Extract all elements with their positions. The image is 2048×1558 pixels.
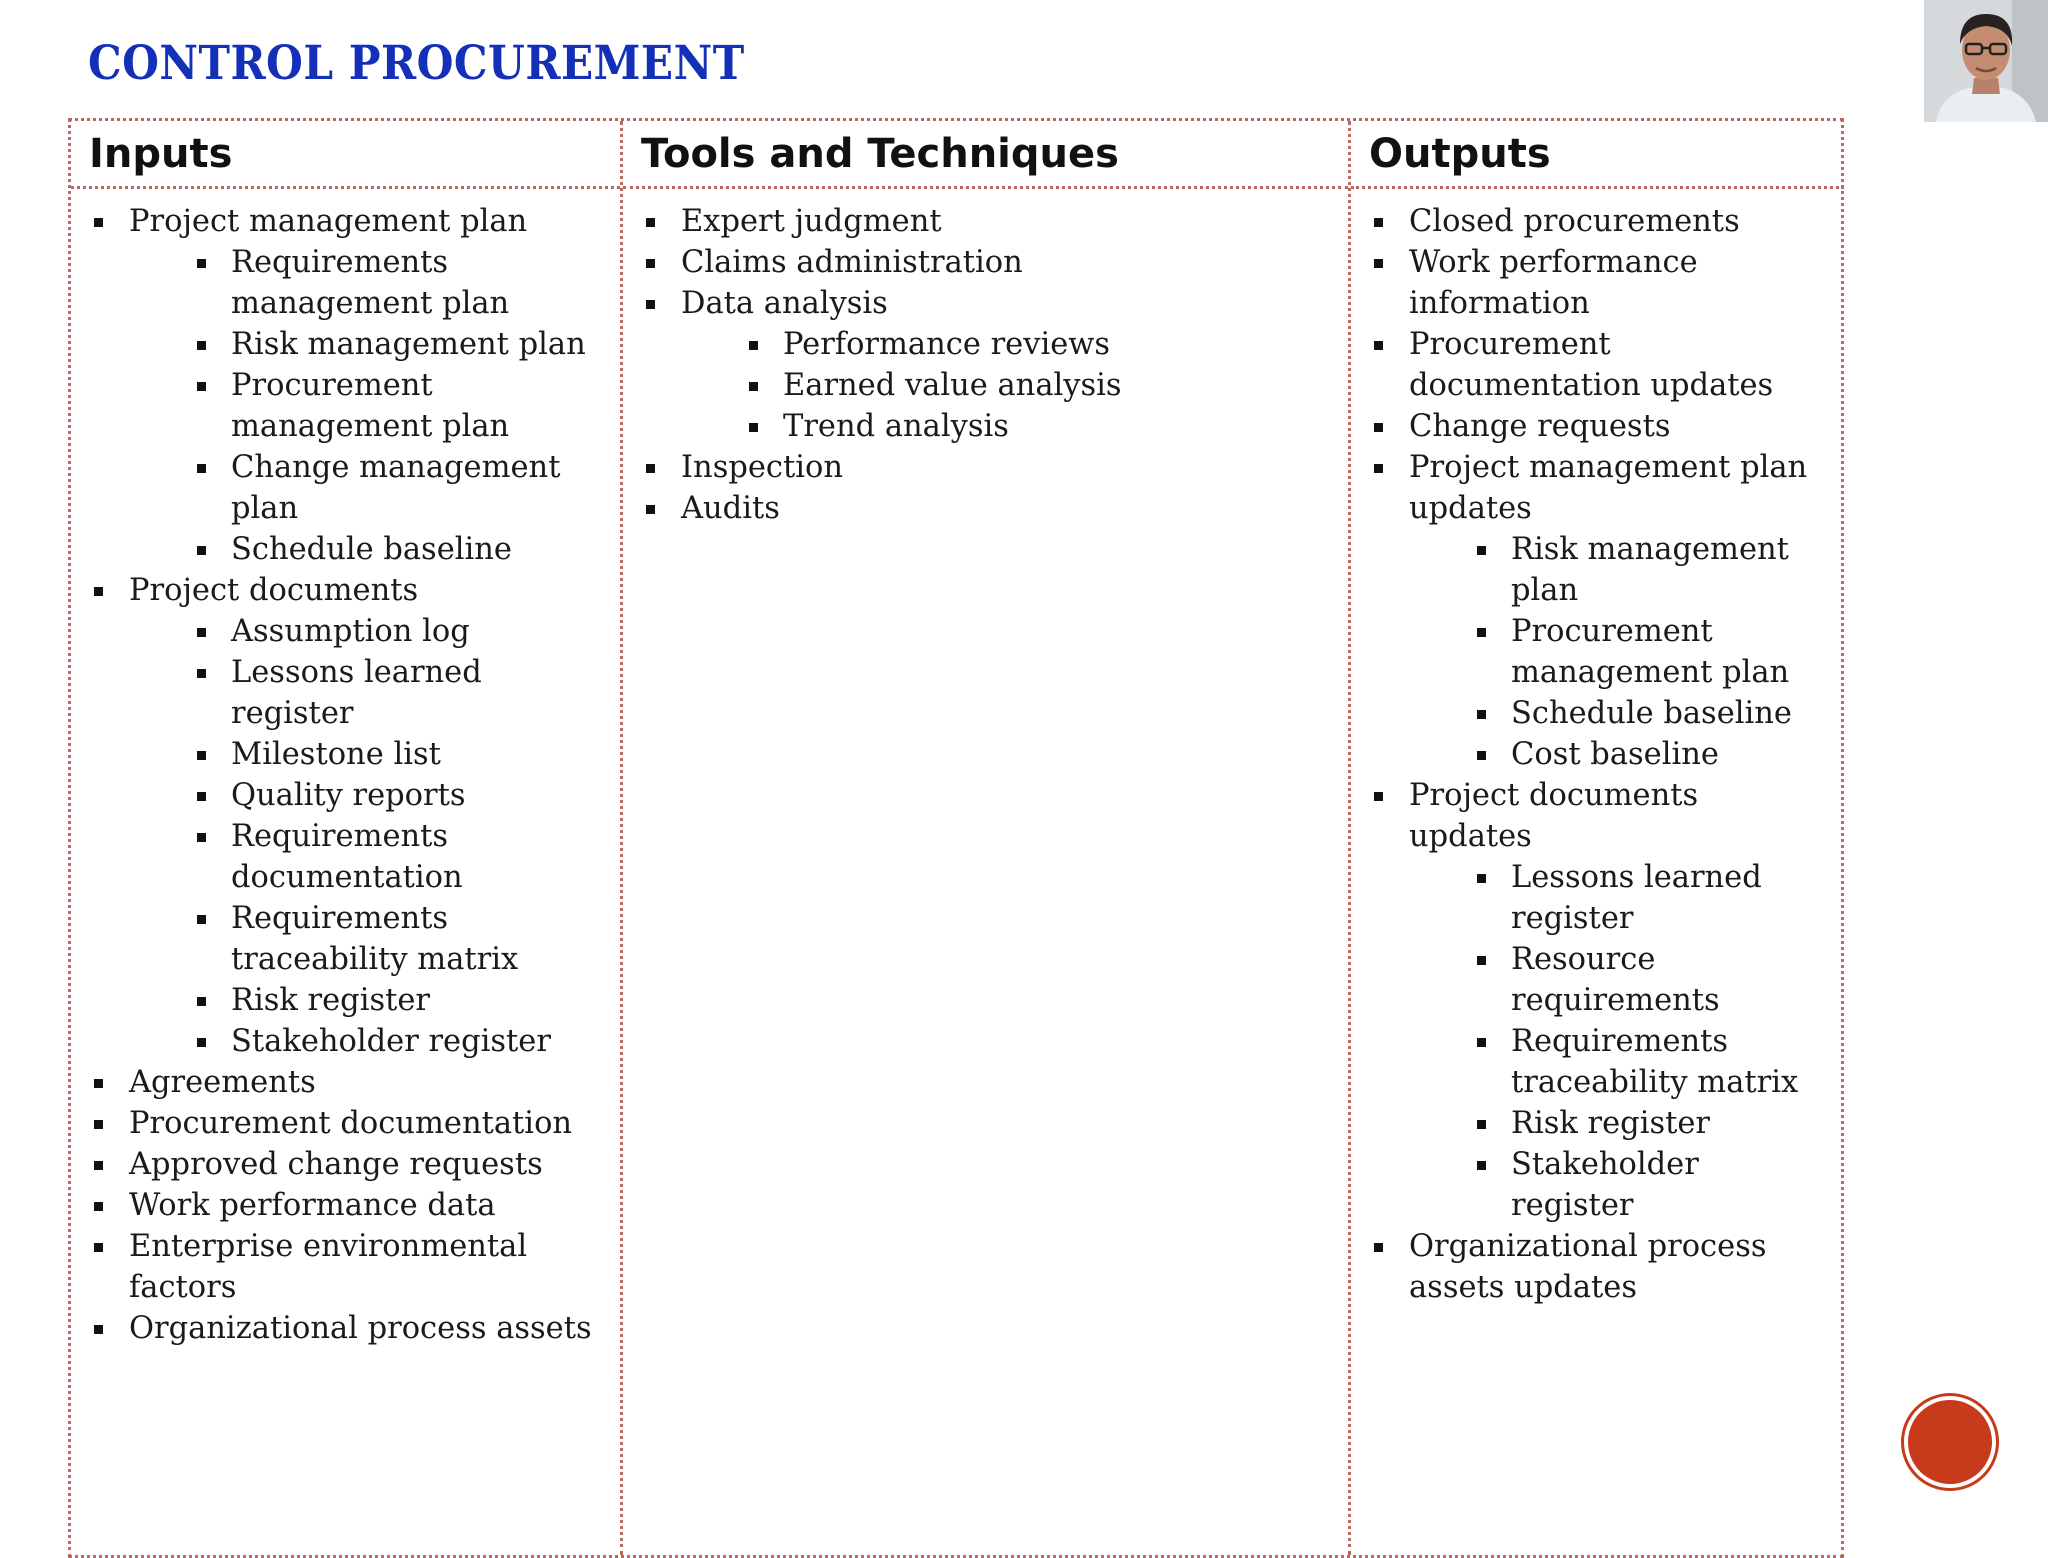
square-bullet-icon [197,628,206,637]
list-item [71,242,620,283]
inputs-list [71,201,620,1349]
list-item-text: Change requests [1409,409,1671,444]
list-item [71,611,620,652]
list-item [1351,1103,1844,1144]
list-item [623,365,1348,406]
outputs-list [1351,201,1844,1308]
list-item [1351,939,1844,980]
square-bullet-icon [646,259,655,268]
list-item-text: Resource [1511,942,1656,977]
list-item [1351,775,1844,816]
list-item-text: traceability matrix [231,942,519,977]
list-item-text: Requirements [231,901,449,936]
list-item-text: Procurement documentation [129,1106,573,1141]
list-item-continuation [71,693,620,734]
square-bullet-icon [749,341,758,350]
list-item-text: updates [1409,491,1532,526]
list-item [71,1103,620,1144]
square-bullet-icon [646,300,655,309]
list-item-text: Trend analysis [783,409,1009,444]
square-bullet-icon [94,1243,103,1252]
list-item [71,570,620,611]
list-item-text: Risk register [1511,1106,1710,1141]
list-item [71,1144,620,1185]
square-bullet-icon [197,792,206,801]
list-item-continuation [1351,570,1844,611]
square-bullet-icon [197,546,206,555]
list-item [1351,406,1844,447]
list-item-text: management plan [231,286,510,321]
list-item-text: Work performance data [129,1188,496,1223]
inputs-column [71,121,623,1555]
list-item-text: Requirements [231,245,449,280]
list-item-text: information [1409,286,1590,321]
list-item-continuation [1351,283,1844,324]
list-item-text: Risk management plan [231,327,586,362]
list-item [71,1308,620,1349]
list-item [623,201,1348,242]
next-slide-icon[interactable] [1908,1400,1992,1484]
list-item-text: management plan [231,409,510,444]
list-item [71,652,620,693]
square-bullet-icon [197,833,206,842]
list-item [1351,1144,1844,1185]
list-item-text: traceability matrix [1511,1065,1799,1100]
square-bullet-icon [197,915,206,924]
square-bullet-icon [646,464,655,473]
outputs-column [1351,121,1844,1555]
list-item-continuation [71,857,620,898]
list-item-text: Work performance [1409,245,1698,280]
list-item-continuation [71,488,620,529]
list-item [1351,1226,1844,1267]
list-item-continuation [1351,898,1844,939]
list-item [71,201,620,242]
list-item-text: Enterprise environmental [129,1229,528,1264]
list-item [623,447,1348,488]
list-item [71,365,620,406]
list-item-text: Claims administration [681,245,1023,280]
list-item [623,283,1348,324]
list-item-continuation [71,283,620,324]
list-item [71,1185,620,1226]
list-item-text: Project management plan [129,204,528,239]
square-bullet-icon [1477,874,1486,883]
list-item-text: factors [129,1270,237,1305]
list-item-text: Project documents [129,573,419,608]
square-bullet-icon [1477,546,1486,555]
list-item-text: Organizational process assets [129,1311,592,1346]
list-item [1351,693,1844,734]
square-bullet-icon [94,218,103,227]
square-bullet-icon [197,259,206,268]
list-item-text: requirements [1511,983,1720,1018]
list-item [71,980,620,1021]
list-item-text: register [1511,901,1634,936]
list-item [71,734,620,775]
square-bullet-icon [94,1079,103,1088]
square-bullet-icon [1374,423,1383,432]
list-item-text: Performance reviews [783,327,1111,362]
list-item [1351,529,1844,570]
list-item-text: Lessons learned [1511,860,1762,895]
square-bullet-icon [1374,1243,1383,1252]
list-item-text: Cost baseline [1511,737,1719,772]
list-item-text: Organizational process [1409,1229,1767,1264]
list-item [1351,324,1844,365]
list-item-continuation [1351,980,1844,1021]
list-item-continuation [1351,365,1844,406]
list-item [71,1021,620,1062]
list-item [623,488,1348,529]
list-item [1351,242,1844,283]
list-item [71,816,620,857]
list-item [71,775,620,816]
square-bullet-icon [197,464,206,473]
list-item [623,406,1348,447]
square-bullet-icon [197,1038,206,1047]
list-item-text: Schedule baseline [1511,696,1792,731]
list-item-text: Earned value analysis [783,368,1122,403]
square-bullet-icon [1477,956,1486,965]
square-bullet-icon [1477,1038,1486,1047]
list-item-text: Assumption log [231,614,470,649]
square-bullet-icon [94,1161,103,1170]
list-item [71,447,620,488]
list-item [71,1062,620,1103]
list-item-text: Risk register [231,983,430,1018]
process-table [68,118,1844,1558]
square-bullet-icon [197,341,206,350]
tools-header: Tools and Techniques [623,121,1348,189]
list-item-text: Audits [681,491,780,526]
list-item-text: plan [1511,573,1579,608]
list-item-text: Approved change requests [129,1147,543,1182]
list-item [1351,857,1844,898]
square-bullet-icon [1374,341,1383,350]
slide-title: CONTROL PROCUREMENT [88,36,745,91]
square-bullet-icon [749,423,758,432]
square-bullet-icon [1374,792,1383,801]
list-item-text: Project documents [1409,778,1699,813]
square-bullet-icon [1374,464,1383,473]
list-item [71,1226,620,1267]
list-item-text: Quality reports [231,778,466,813]
list-item-continuation [71,406,620,447]
square-bullet-icon [1477,751,1486,760]
list-item-text: Expert judgment [681,204,942,239]
square-bullet-icon [1374,218,1383,227]
list-item-text: register [231,696,354,731]
list-item-text: Requirements [1511,1024,1729,1059]
square-bullet-icon [1477,1161,1486,1170]
list-item-text: Closed procurements [1409,204,1740,239]
list-item-text: Milestone list [231,737,441,772]
list-item-text: Procurement [1511,614,1713,649]
list-item [1351,447,1844,488]
list-item-text: Agreements [129,1065,316,1100]
list-item-text: Requirements [231,819,449,854]
outputs-header: Outputs [1351,121,1844,189]
square-bullet-icon [1374,259,1383,268]
list-item-continuation [1351,652,1844,693]
list-item-text: Stakeholder register [231,1024,551,1059]
list-item-text: updates [1409,819,1532,854]
presenter-avatar-graphic [1924,0,2048,122]
square-bullet-icon [646,218,655,227]
list-item [71,529,620,570]
list-item [71,898,620,939]
list-item [1351,611,1844,652]
square-bullet-icon [1477,628,1486,637]
list-item-text: documentation updates [1409,368,1774,403]
square-bullet-icon [197,997,206,1006]
list-item-text: management plan [1511,655,1790,690]
list-item [623,242,1348,283]
square-bullet-icon [94,1325,103,1334]
list-item-continuation [1351,488,1844,529]
list-item-text: assets updates [1409,1270,1637,1305]
square-bullet-icon [1477,710,1486,719]
list-item-text: Data analysis [681,286,888,321]
square-bullet-icon [646,505,655,514]
inputs-header: Inputs [71,121,620,189]
list-item-text: Inspection [681,450,844,485]
list-item-text: Procurement [231,368,433,403]
square-bullet-icon [94,587,103,596]
list-item-text: Procurement [1409,327,1611,362]
list-item [71,324,620,365]
list-item-text: documentation [231,860,463,895]
list-item-text: Lessons learned [231,655,482,690]
square-bullet-icon [197,751,206,760]
list-item-continuation [1351,1185,1844,1226]
presenter-avatar-icon [1924,0,2048,122]
list-item [1351,1021,1844,1062]
square-bullet-icon [197,669,206,678]
list-item-text: Project management plan [1409,450,1808,485]
tools-list [623,201,1348,529]
list-item [623,324,1348,365]
list-item-text: Change management [231,450,561,485]
square-bullet-icon [749,382,758,391]
list-item-continuation [71,939,620,980]
list-item-continuation [1351,1267,1844,1308]
list-item [1351,734,1844,775]
list-item [1351,201,1844,242]
list-item-continuation [71,1267,620,1308]
list-item-text: register [1511,1188,1634,1223]
tools-column [623,121,1351,1555]
list-item-continuation [1351,1062,1844,1103]
square-bullet-icon [197,382,206,391]
square-bullet-icon [94,1202,103,1211]
square-bullet-icon [1477,1120,1486,1129]
list-item-text: plan [231,491,299,526]
list-item-continuation [1351,816,1844,857]
list-item-text: Schedule baseline [231,532,512,567]
list-item-text: Stakeholder [1511,1147,1699,1182]
square-bullet-icon [94,1120,103,1129]
list-item-text: Risk management [1511,532,1789,567]
